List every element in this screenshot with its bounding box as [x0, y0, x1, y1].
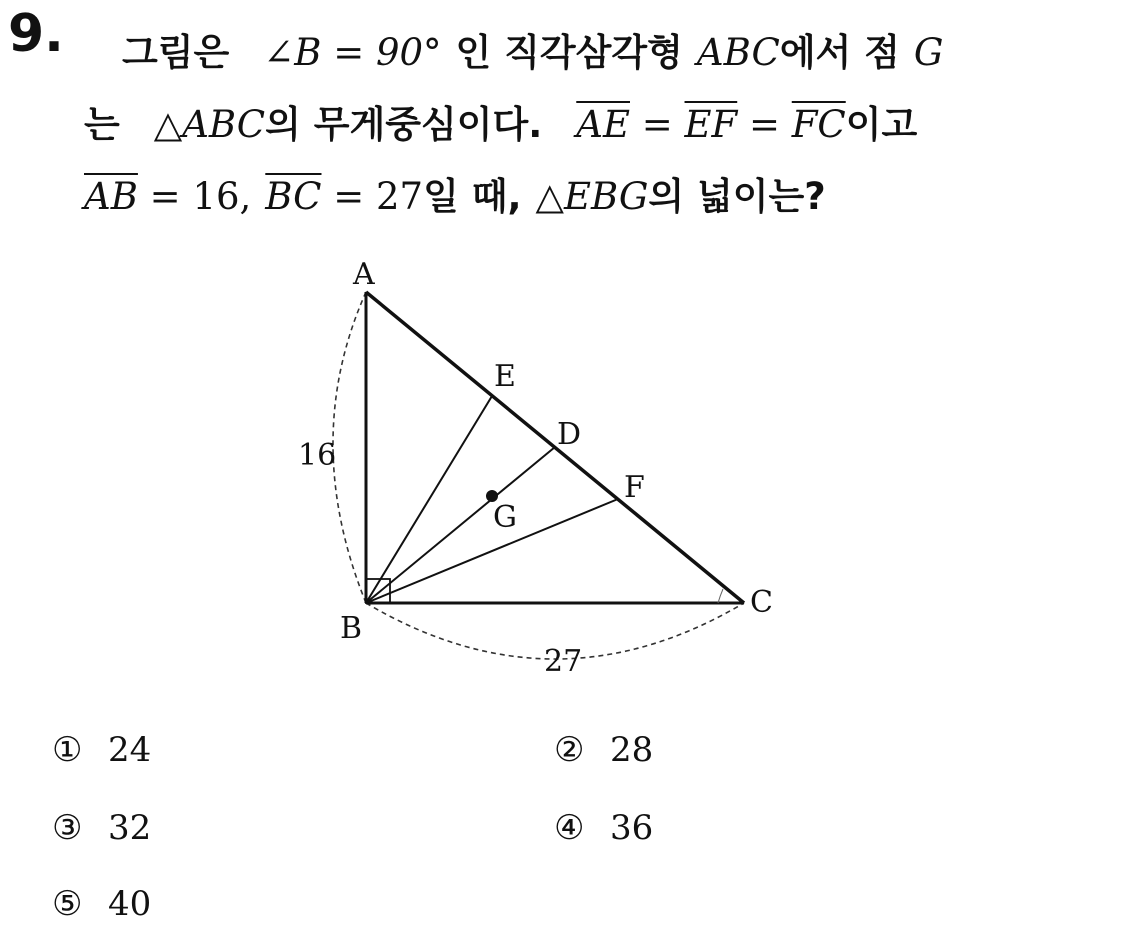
- label-f: F: [624, 470, 645, 505]
- point-name: G: [913, 31, 944, 74]
- ab-value: = 16,: [137, 175, 252, 218]
- q-text: 이고: [845, 103, 918, 146]
- q-text: 는: [84, 103, 120, 146]
- q-text: 일 때,: [423, 175, 522, 218]
- segment-be: [366, 396, 492, 603]
- equals-sign: =: [737, 103, 792, 146]
- segment-ef: $\overline{EF}$: [684, 103, 738, 146]
- dimension-arc-ab: [333, 292, 366, 603]
- question-number: 9.: [8, 4, 64, 64]
- choice-value: 36: [610, 808, 654, 848]
- label-g: G: [493, 500, 517, 535]
- label-b: B: [340, 611, 363, 646]
- label-d: D: [557, 417, 582, 452]
- choice-marker: ②: [554, 730, 585, 770]
- choice-5[interactable]: [52, 884, 151, 924]
- segment-bf: [366, 499, 618, 603]
- choice-value: 40: [108, 884, 152, 924]
- triangle-name: ABC: [696, 31, 780, 74]
- q-text: 의 무게중심이다.: [265, 103, 543, 146]
- segment-ab: $\overline{AB}$: [84, 175, 138, 218]
- label-c: C: [750, 585, 773, 620]
- q-text: 인 직각삼각형: [455, 31, 683, 74]
- triangle-expression: △EBG: [535, 175, 649, 218]
- angle-mark-c: [718, 589, 723, 603]
- triangle-expression: △ABC: [153, 103, 266, 146]
- choice-1[interactable]: [52, 730, 151, 770]
- q-text: 의 넓이는?: [648, 175, 826, 218]
- choice-value: 28: [610, 730, 654, 770]
- choice-value: 24: [108, 730, 152, 770]
- segment-bd: [366, 447, 555, 603]
- segment-ae: $\overline{AE}$: [576, 103, 630, 146]
- choice-3[interactable]: [52, 808, 151, 848]
- side-length-bc: 27: [544, 644, 583, 679]
- q-text: 에서 점: [779, 31, 900, 74]
- choice-marker: ④: [554, 808, 585, 848]
- segment-bc: $\overline{BC}$: [265, 175, 322, 218]
- label-a: A: [353, 257, 375, 292]
- choice-2[interactable]: [554, 730, 653, 770]
- choice-marker: ③: [52, 808, 83, 848]
- segment-fc: $\overline{FC}$: [791, 103, 846, 146]
- equals-sign: =: [630, 103, 685, 146]
- choice-value: 32: [108, 808, 152, 848]
- choice-marker: ⑤: [52, 884, 83, 924]
- q-text: 그림은: [122, 31, 230, 74]
- side-length-ab: 16: [298, 438, 337, 473]
- choice-marker: ①: [52, 730, 83, 770]
- label-e: E: [494, 359, 516, 394]
- choice-4[interactable]: [554, 808, 653, 848]
- angle-expression: ∠B = 90°: [263, 31, 442, 74]
- bc-value: = 27: [321, 175, 424, 218]
